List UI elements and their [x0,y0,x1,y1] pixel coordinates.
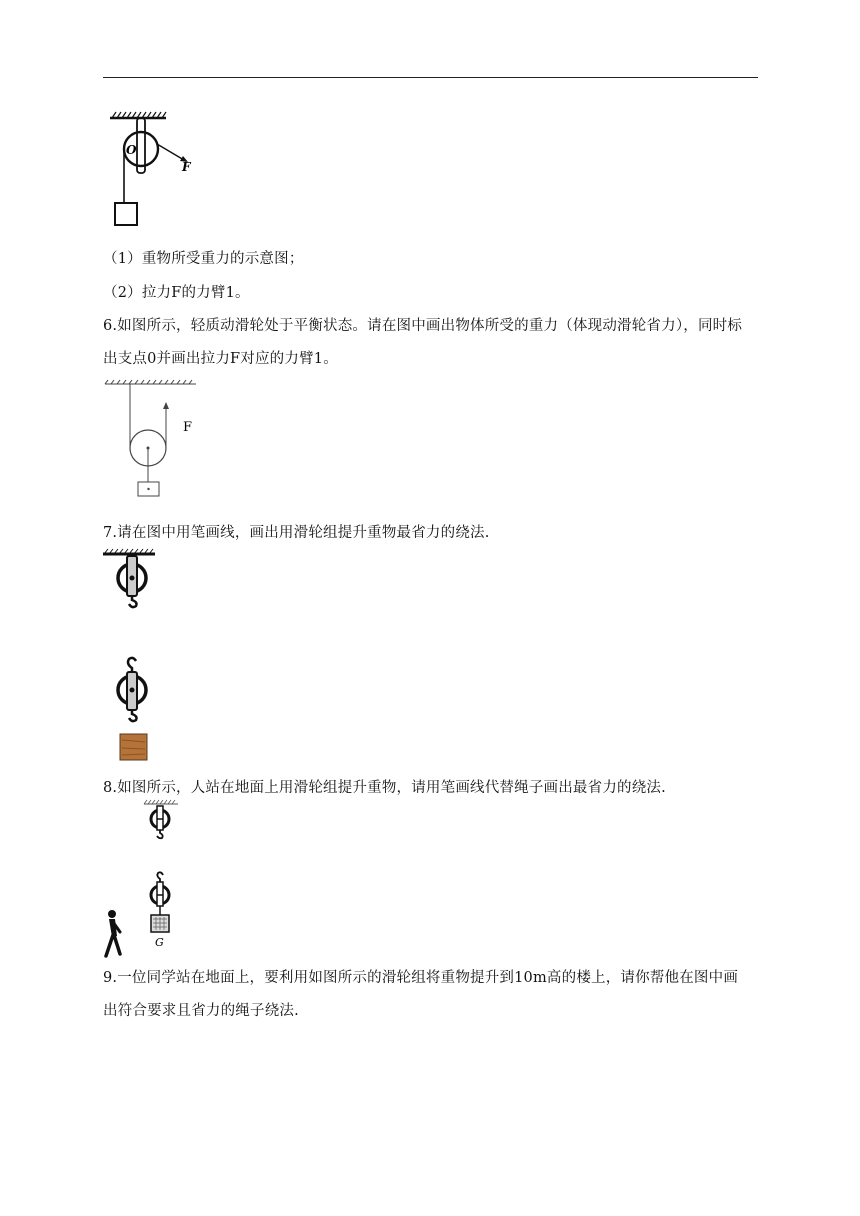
q9-text-line1: 9.一位同学站在地面上，要利用如图所示的滑轮组将重物提升到10m高的楼上，请你帮他在图中画 [103,970,739,986]
force-label: F [182,160,191,174]
ceiling-hatch-icon [110,112,166,118]
ceiling-hatch-icon [144,800,178,804]
person-pulley-figure [100,798,190,960]
q5-sub2: （2）拉力F的力臂1。 [103,285,250,301]
ceiling-hatch-icon [103,549,155,554]
q7-text: 7.请在图中用笔画线，画出用滑轮组提升重物最省力的绕法. [103,525,490,541]
pulley-block-figure [100,548,170,762]
pivot-label: O [126,143,137,157]
hook-icon [157,830,163,838]
force-label: F [183,420,193,435]
ceiling-hatch-icon [105,380,196,384]
q9-text-line2: 出符合要求且省力的绳子绕法. [103,1003,299,1019]
q6-text-line1: 6.如图所示，轻质动滑轮处于平衡状态。请在图中画出物体所受的重力（体现动滑轮省力），同时标 [103,318,743,334]
weight-box [115,203,137,225]
wooden-weight-box [120,734,147,760]
header-rule [103,77,758,78]
q8-text: 8.如图所示，人站在地面上用滑轮组提升重物，请用笔画线代替绳子画出最省力的绕法. [103,780,666,796]
hook-icon [129,710,137,721]
q6-text-line2: 出支点0并画出拉力F对应的力臂1。 [103,351,338,367]
force-arrow-icon [163,402,169,409]
fixed-pulley-figure [100,108,210,230]
weight-label: G [155,936,164,949]
person-icon [106,910,120,956]
q5-sub1: （1）重物所受重力的示意图； [103,251,304,267]
movable-pulley-figure [100,378,210,500]
hook-icon [129,596,137,607]
